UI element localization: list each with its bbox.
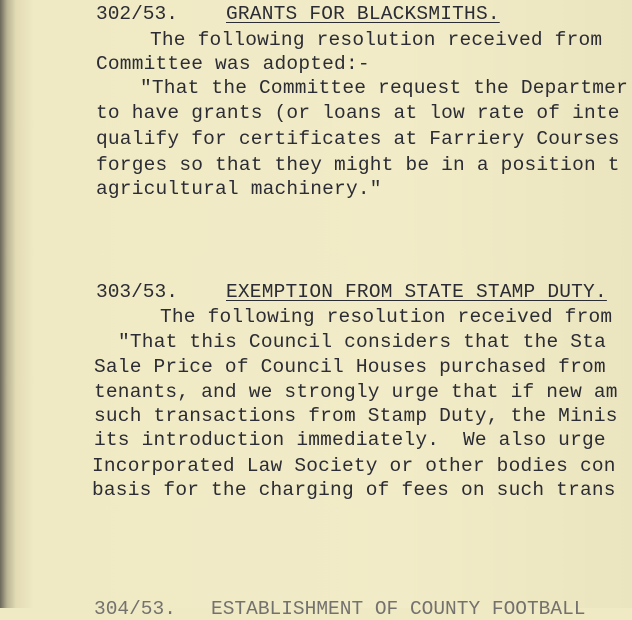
body-line: "That this Council considers that the Sta bbox=[118, 331, 606, 353]
section-number: 302/53. bbox=[96, 3, 178, 25]
body-line: agricultural machinery." bbox=[96, 178, 382, 200]
body-line: forges so that they might be in a position t bbox=[96, 154, 620, 176]
body-line: The following resolution received from bbox=[150, 29, 603, 51]
body-line: Incorporated Law Society or other bodies con bbox=[92, 455, 616, 477]
section-number: 303/53. bbox=[96, 281, 178, 303]
body-line: Sale Price of Council Houses purchased from bbox=[94, 356, 606, 378]
body-line: qualify for certificates at Farriery Courses bbox=[96, 128, 620, 150]
body-line: tenants, and we strongly urge that if new am bbox=[94, 381, 618, 403]
body-line: basis for the charging of fees on such trans bbox=[92, 479, 616, 501]
body-line: The following resolution received from bbox=[160, 306, 613, 328]
section-heading: EXEMPTION FROM STATE STAMP DUTY. bbox=[226, 281, 607, 303]
section-heading: GRANTS FOR BLACKSMITHS. bbox=[226, 3, 500, 25]
body-line: "That the Committee request the Departmer bbox=[140, 77, 628, 99]
body-line: Committee was adopted:- bbox=[96, 53, 370, 75]
body-line: such transactions from Stamp Duty, the Minis bbox=[94, 405, 618, 427]
cut-off-line: 304/53. ESTABLISHMENT OF COUNTY FOOTBALL bbox=[94, 598, 586, 620]
body-line: its introduction immediately. We also urge bbox=[94, 429, 606, 451]
body-line: to have grants (or loans at low rate of inte bbox=[96, 102, 620, 124]
